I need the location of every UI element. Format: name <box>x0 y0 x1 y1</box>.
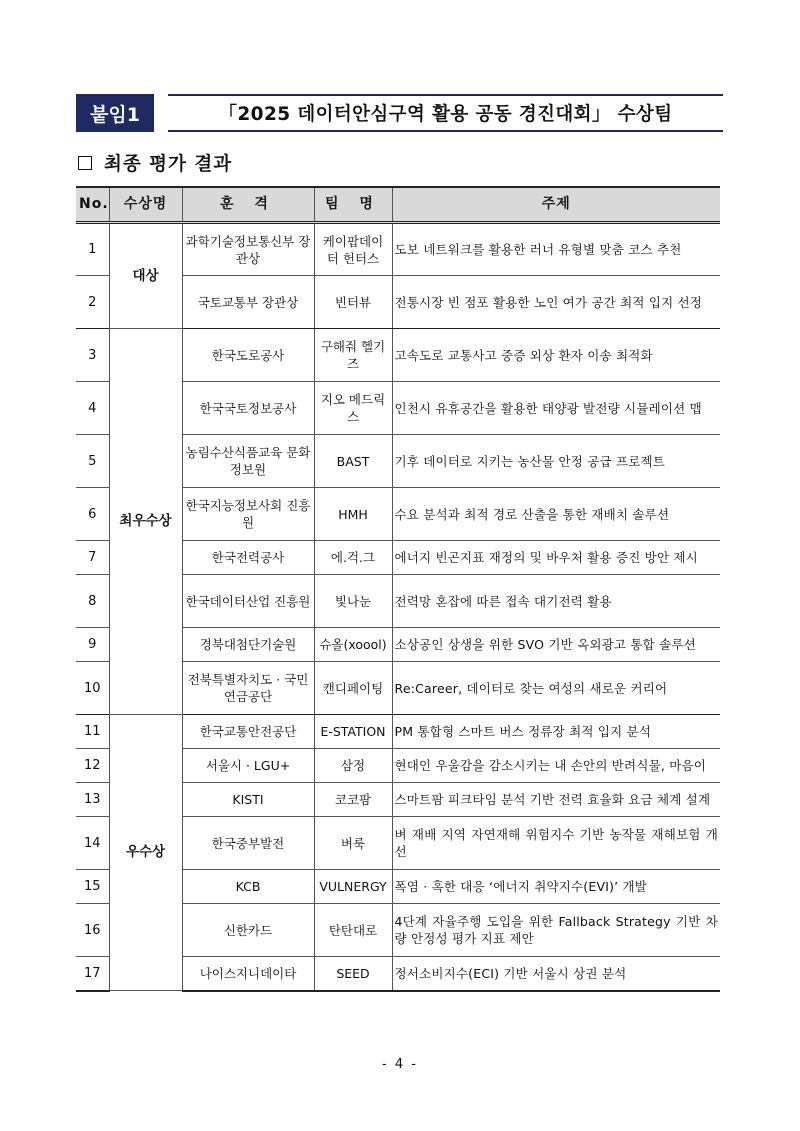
topic-cell: 소상공인 상생을 위한 SVO 기반 옥외광고 통합 솔루션 <box>392 628 720 662</box>
honor-cell: KISTI <box>182 783 314 817</box>
topic-cell: 고속도로 교통사고 중증 외상 환자 이송 최적화 <box>392 329 720 382</box>
honor-cell: KCB <box>182 870 314 904</box>
honor-cell: 경북대첨단기술원 <box>182 628 314 662</box>
topic-cell: 인천시 유휴공간을 활용한 태양광 발전량 시뮬레이션 맵 <box>392 382 720 435</box>
honor-cell: 전북특별자치도 · 국민연금공단 <box>182 662 314 715</box>
checkbox-square-icon <box>78 156 92 170</box>
column-header-team: 팀 명 <box>314 187 392 223</box>
topic-cell: PM 통합형 스마트 버스 정류장 최적 입지 분석 <box>392 715 720 749</box>
topic-cell: 현대인 우울감을 감소시키는 내 손안의 반려식물, 마음이 <box>392 749 720 783</box>
column-header-no: No. <box>76 187 109 223</box>
team-cell: 에.걱.그 <box>314 541 392 575</box>
honor-cell: 신한카드 <box>182 904 314 957</box>
honor-cell: 한국도로공사 <box>182 329 314 382</box>
column-header-prize: 수상명 <box>109 187 182 223</box>
honor-cell: 한국국토정보공사 <box>182 382 314 435</box>
honor-cell: 서울시 · LGU+ <box>182 749 314 783</box>
row-number: 7 <box>76 541 109 575</box>
row-number: 16 <box>76 904 109 957</box>
table-row <box>76 715 720 749</box>
table-row <box>76 223 720 276</box>
row-number: 14 <box>76 817 109 870</box>
row-number: 13 <box>76 783 109 817</box>
row-number: 1 <box>76 223 109 276</box>
row-number: 8 <box>76 575 109 628</box>
row-number: 2 <box>76 276 109 329</box>
team-cell: 탄탄대로 <box>314 904 392 957</box>
team-cell: 지오 메드릭스 <box>314 382 392 435</box>
column-header-honor: 훈 격 <box>182 187 314 223</box>
row-number: 15 <box>76 870 109 904</box>
section-heading <box>78 148 232 178</box>
team-cell: BAST <box>314 435 392 488</box>
topic-cell: 전통시장 빈 점포 활용한 노인 여가 공간 최적 입지 선정 <box>392 276 720 329</box>
prize-category-merit: 우수상 <box>109 715 182 991</box>
row-number: 12 <box>76 749 109 783</box>
row-number: 6 <box>76 488 109 541</box>
section-title-text: 최종 평가 결과 <box>104 154 233 175</box>
honor-cell: 국토교통부 장관상 <box>182 276 314 329</box>
honor-cell: 나이스지니데이타 <box>182 957 314 991</box>
table-row <box>76 329 720 382</box>
row-number: 5 <box>76 435 109 488</box>
row-number: 4 <box>76 382 109 435</box>
team-cell: 구해줘 헬기즈 <box>314 329 392 382</box>
team-cell: 캔디페이팅 <box>314 662 392 715</box>
topic-cell: 스마트팜 피크타임 분석 기반 전력 효율화 요금 체계 설계 <box>392 783 720 817</box>
topic-cell: 폭염 · 혹한 대응 ‘에너지 취약지수(EVI)’ 개발 <box>392 870 720 904</box>
team-cell: HMH <box>314 488 392 541</box>
row-number: 10 <box>76 662 109 715</box>
team-cell: E-STATION <box>314 715 392 749</box>
honor-cell: 과학기술정보통신부 장관상 <box>182 223 314 276</box>
team-cell: 슈올(xoool) <box>314 628 392 662</box>
row-number: 17 <box>76 957 109 991</box>
topic-cell: 4단계 자율주행 도입을 위한 Fallback Strategy 기반 차량 안정성 평가 지표 제안 <box>392 904 720 957</box>
team-cell: 벼룩 <box>314 817 392 870</box>
topic-cell: 정서소비지수(ECI) 기반 서울시 상권 분석 <box>392 957 720 991</box>
team-cell: SEED <box>314 957 392 991</box>
row-number: 11 <box>76 715 109 749</box>
honor-cell: 한국전력공사 <box>182 541 314 575</box>
prize-category-grand: 대상 <box>109 223 182 329</box>
page-number: - 4 - <box>382 1057 418 1072</box>
topic-cell: 전력망 혼잡에 따른 접속 대기전력 활용 <box>392 575 720 628</box>
honor-cell: 한국중부발전 <box>182 817 314 870</box>
team-cell: 빛나눈 <box>314 575 392 628</box>
topic-cell: 에너지 빈곤지표 재정의 및 바우처 활용 증진 방안 제시 <box>392 541 720 575</box>
topic-cell: 도보 네트워크를 활용한 러너 유형별 맞춤 코스 추천 <box>392 223 720 276</box>
team-cell: VULNERGY <box>314 870 392 904</box>
awards-table <box>76 186 720 992</box>
honor-cell: 농림수산식품교육 문화정보원 <box>182 435 314 488</box>
document-title: 「2025 데이터안심구역 활용 공동 경진대회」 수상팀 <box>168 94 723 132</box>
row-number: 9 <box>76 628 109 662</box>
topic-cell: 수요 분석과 최적 경로 산출을 통한 재배치 솔루션 <box>392 488 720 541</box>
topic-cell: 벼 재배 지역 자연재해 위험지수 기반 농작물 재해보험 개선 <box>392 817 720 870</box>
honor-cell: 한국데이터산업 진흥원 <box>182 575 314 628</box>
row-number: 3 <box>76 329 109 382</box>
table-header-row <box>76 187 720 223</box>
team-cell: 삼정 <box>314 749 392 783</box>
honor-cell: 한국교통안전공단 <box>182 715 314 749</box>
team-cell: 코코팜 <box>314 783 392 817</box>
attachment-tag: 붙임1 <box>76 94 154 132</box>
honor-cell: 한국지능정보사회 진흥원 <box>182 488 314 541</box>
topic-cell: 기후 데이터로 지키는 농산물 안정 공급 프로젝트 <box>392 435 720 488</box>
document-header <box>76 94 723 134</box>
prize-category-excellence: 최우수상 <box>109 329 182 715</box>
column-header-topic: 주제 <box>392 187 720 223</box>
team-cell: 빈터뷰 <box>314 276 392 329</box>
topic-cell: Re:Career, 데이터로 찾는 여성의 새로운 커리어 <box>392 662 720 715</box>
team-cell: 케이팝데이터 헌터스 <box>314 223 392 276</box>
